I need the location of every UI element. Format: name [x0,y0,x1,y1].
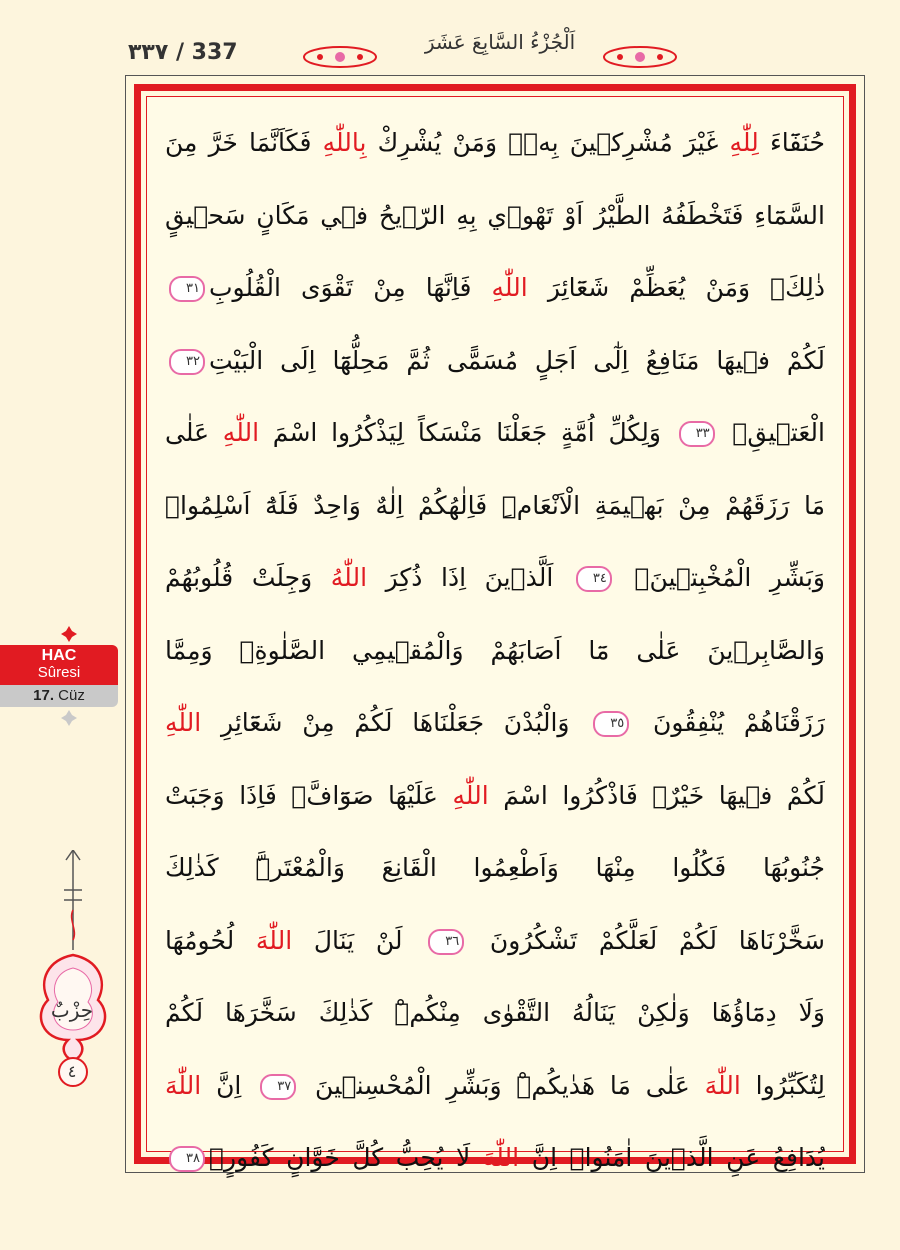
hizb-number: ٤ [67,1062,77,1081]
ayah-marker: ٣٢ [169,349,205,375]
allah-word: اللّٰهِ [452,780,489,810]
page-frame [125,75,865,1173]
verse-text: سَخَّرْنَاهَا لَكُمْ لَعَلَّكُمْ تَشْكُرُونَ [468,925,825,955]
allah-word: اللّٰهِ [491,273,528,302]
verse-line [165,687,825,760]
verse-line [165,252,825,325]
ayah-marker: ٣٨ [169,1146,205,1172]
verse-text: اَلَّذ۪ينَ اِذَا ذُكِرَ [367,563,572,592]
ayah-marker: ٣٦ [428,929,464,955]
verse-text: وَالصَّابِر۪ينَ عَلٰى مَٓا اَصَابَهُمْ وَالْمُق۪يمِي الصَّلٰوةِۙ وَمِمَّا [165,635,825,665]
verse-line [165,180,825,253]
allah-word: لِلّٰهِ [729,128,759,157]
ayah-marker: ٣٤ [576,566,612,592]
verse-text: عَلَيْهَا صَوَٓافَّۚ فَاِذَا وَجَبَتْ [165,780,453,810]
surah-name: HAC [41,647,77,664]
verse-text: يُدَافِعُ عَنِ الَّذ۪ينَ اٰمَنُواۜ اِنَّ [519,1143,825,1172]
verse-text: ذٰلِكَۗ وَمَنْ يُعَظِّمْ شَعَٓائِرَ [527,273,825,302]
verse-text: غَيْرَ مُشْرِك۪ينَ بِه۪ۜ وَمَنْ يُشْرِكْ [366,128,730,157]
verse-line [165,107,825,180]
verse-text: لَكُمْ ف۪يهَا مَنَافِعُ اِلٰٓى اَجَلٍ مُسَمًّى ثُمَّ مَحِلُّهَٓا اِلَى الْبَيْتِ [209,345,825,375]
allah-word: اللّٰهُ [330,563,368,592]
allah-word: اللّٰهَ [165,1070,202,1100]
verse-line [165,905,825,978]
verse-line [165,977,825,1050]
header-left-ornament-icon [300,42,380,72]
surah-tab[interactable] [0,645,118,707]
verse-text: لَا يُحِبُّ كُلَّ خَوَّانٍ كَفُورٍ۟ [209,1143,483,1172]
verse-line [165,1050,825,1123]
verse-line [165,1122,825,1195]
verse-text: فَكَاَنَّمَا خَرَّ مِنَ [165,128,323,157]
verse-text: لَنْ يَنَالَ [292,925,425,955]
verse-text: السَّمَٓاءِ فَتَخْطَفُهُ الطَّيْرُ اَوْ تَهْو۪ي بِهِ الرّ۪يحُ ف۪ي مَكَانٍ سَح۪يقٍ [165,200,825,230]
verse-line [165,760,825,833]
verse-text: عَلٰى [165,418,223,447]
verse-line [165,325,825,398]
hizb-marker [28,850,118,1100]
verse-text: وَلِكُلِّ اُمَّةٍ جَعَلْنَا مَنْسَكاً لِيَذْكُرُوا اسْمَ [259,418,675,447]
surah-label: Sûresi [37,664,81,681]
page-number: ٣٣٧ / 337 [128,40,238,65]
verse-text: اِنَّ [201,1070,257,1100]
ayah-marker: ٣٧ [260,1074,296,1100]
ayah-marker: ٣٣ [679,421,715,447]
allah-word: اللّٰهَ [704,1070,741,1100]
verse-text: الْعَت۪يقِ۟ [718,418,825,447]
fleur-icon [60,625,78,643]
juz-number: 17. [33,687,54,704]
ayah-marker: ٣٥ [593,711,629,737]
verse-text: مَا رَزَقَهُمْ مِنْ بَه۪يمَةِ الْاَنْعَامِۜ فَاِلٰهُكُمْ اِلٰهٌ وَاحِدٌ فَلَهُٓ اَسْلِمُواۜ [165,490,825,520]
red-border [134,84,856,1172]
verse-line [165,397,825,470]
page-header [0,30,900,80]
allah-word: اللّٰهَ [255,925,293,955]
text-area [146,96,844,1172]
verse-text: وَالْبُدْنَ جَعَلْنَاهَا لَكُمْ مِنْ شَعَٓائِرِ [201,708,590,737]
juz-box [0,685,118,707]
verse-lines [165,107,825,1195]
verse-line [165,542,825,615]
ayah-marker: ٣١ [169,276,205,302]
allah-word: اللّٰهَ [482,1143,520,1172]
verse-text: جُنُوبُهَا فَكُلُوا مِنْهَا وَاَطْعِمُوا الْقَانِعَ وَالْمُعْتَرَّۜ كَذٰلِكَ [165,853,825,882]
verse-text: عَلٰى مَا هَدٰيكُمْۜ وَبَشِّرِ الْمُحْسِن۪ينَ [300,1070,705,1100]
allah-word: بِاللّٰهِ [322,128,367,157]
allah-word: اللّٰهِ [165,708,202,737]
verse-line [165,615,825,688]
header-right-ornament-icon [600,42,680,72]
juz-label: Cüz [58,687,85,704]
verse-text: فَاِنَّهَا مِنْ تَقْوَى الْقُلُوبِ [209,273,492,302]
fleur-icon [60,709,78,727]
verse-text: وَبَشِّرِ الْمُخْبِت۪ينَۙ [615,563,825,592]
verse-text: لُحُومُهَا [165,925,256,955]
hizb-label: حِزْبٌ [50,998,94,1022]
verse-text: رَزَقْنَاهُمْ يُنْفِقُونَ [633,708,825,737]
allah-word: اللّٰهِ [222,418,260,447]
verse-line [165,470,825,543]
verse-text: حُنَفَٓاءَ [758,128,825,157]
surah-name-box [0,645,118,685]
juz-title: اَلْجُزْءُ السَّابِعَ عَشَرَ [424,30,576,54]
verse-text: لَكُمْ ف۪يهَا خَيْرٌۗ فَاذْكُرُوا اسْمَ [488,780,825,810]
verse-text: وَلَا دِمَٓاؤُهَا وَلٰكِنْ يَنَالُهُ التَّقْوٰى مِنْكُمْۜ كَذٰلِكَ سَخَّرَهَا لَكُمْ [165,998,825,1027]
verse-line [165,832,825,905]
verse-text: لِتُكَبِّرُوا [740,1070,825,1100]
verse-text: وَجِلَتْ قُلُوبُهُمْ [165,563,331,592]
